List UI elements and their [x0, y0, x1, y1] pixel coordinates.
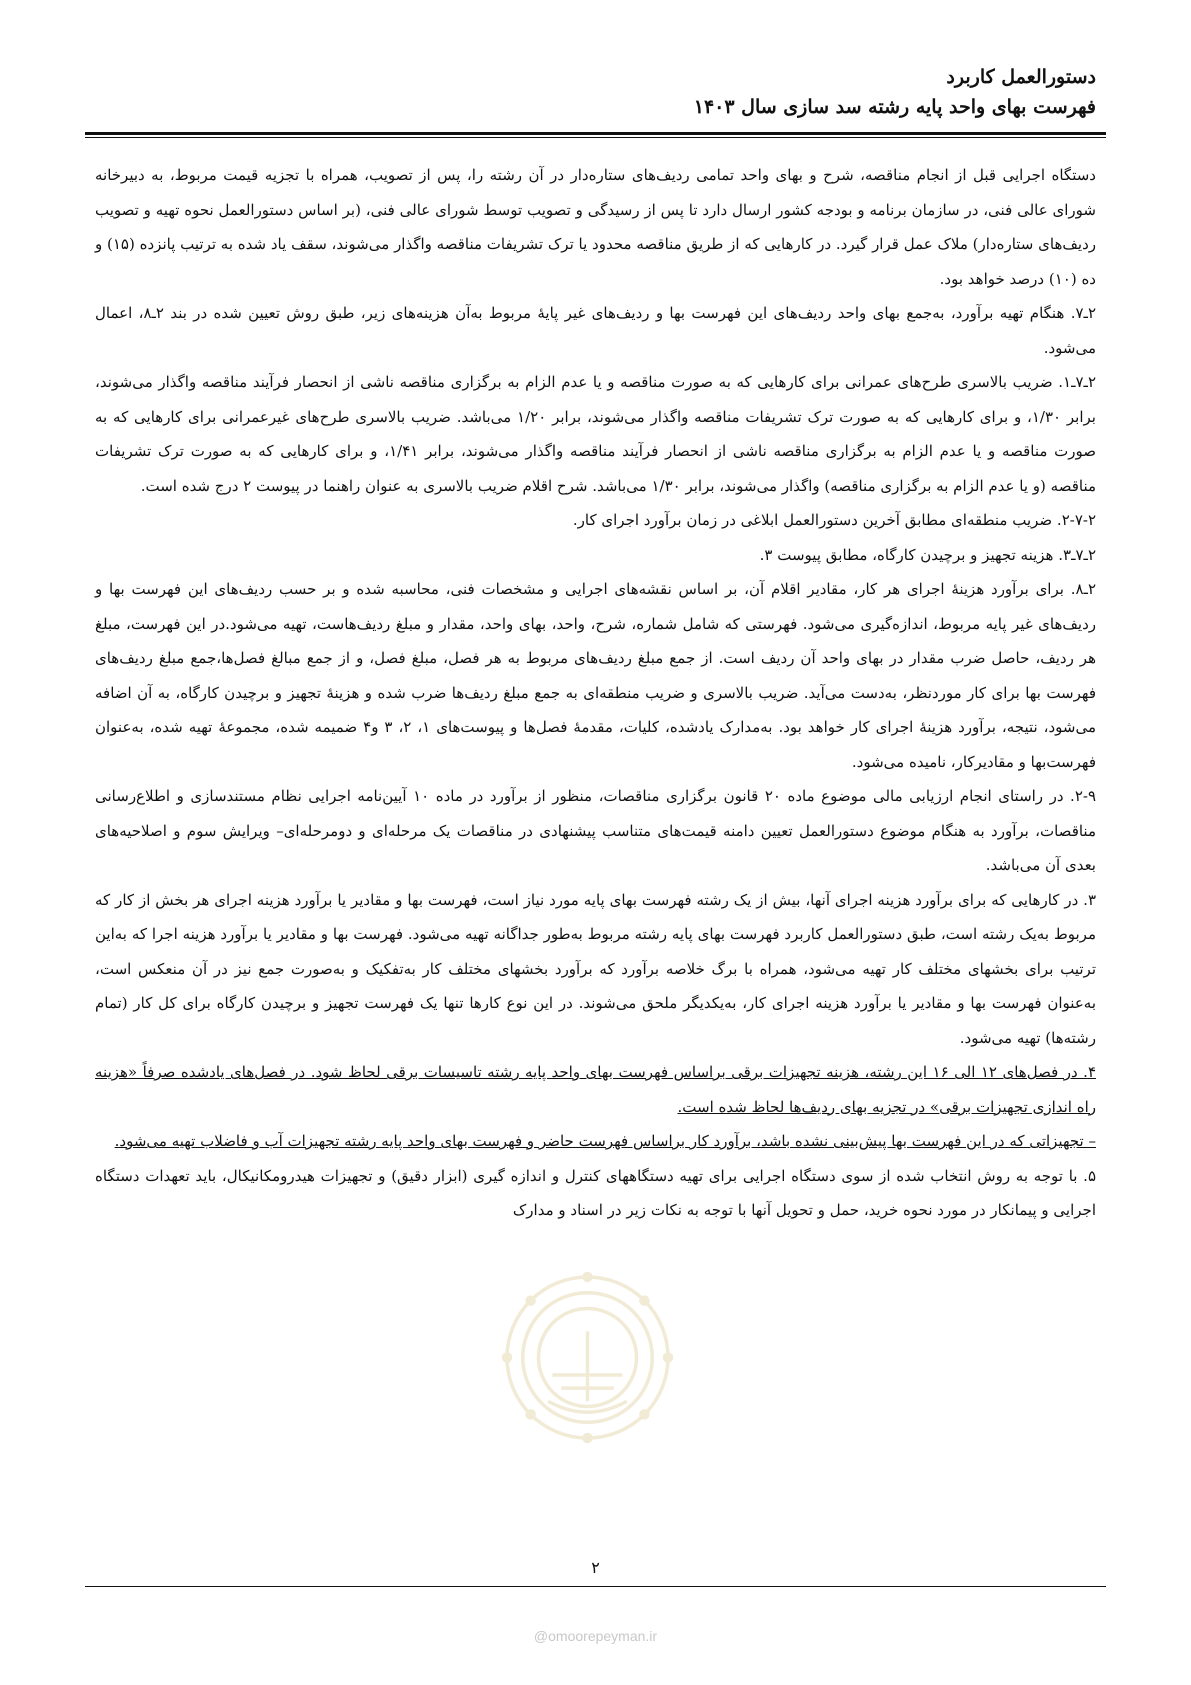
seal-watermark — [500, 1270, 675, 1445]
paragraph: دستگاه اجرایی قبل از انجام مناقصه، شرح و بهای واحد تمامی ردیف‌های ستاره‌دار در آن رشته را، پس از تصویب، همراه با تجزیه قیمت مربوط، به دبیرخانه شورای عالی فنی، در سازمان برنامه و بودجه کشور ارسال دارد تا پس از رسیدگی و تصویب توسط شورای عالی فنی، (بر اساس دستورالعمل نحوه تهیه و تصویب ردیف‌های ستاره‌دار) ملاک عمل قرار گیرد. در کارهایی که از طریق مناقصه محدود یا ترک تشریفات مناقصه واگذار می‌شوند، سقف یاد شده به ترتیب پانزده (۱۵) و ده (۱۰) درصد خواهد بود. — [95, 166, 1096, 288]
paragraph: ۲ـ۷. هنگام تهیه برآورد، به‌جمع بهای واحد ردیف‌های این فهرست بها و ردیف‌های غیر پایهٔ مربوط به‌آن هزینه‌های زیر، طبق روش تعیین شده در بند ۲ـ۸، اعمال می‌شود. — [95, 304, 1096, 357]
underlined-paragraph: – تجهیزاتی که در این فهرست بها پیش‌بینی نشده باشد، برآورد کار براساس فهرست حاضر و فهرست بهای واحد پایه رشته تجهیزات آب و فاضلاب تهیه می‌شود. — [114, 1132, 1096, 1150]
paragraph: ۵. با توجه به روش انتخاب شده از سوی دستگاه اجرایی برای تهیه دستگاههای کنترل و اندازه گیری (ابزار دقیق) و تجهیزات هیدرومکانیکال، باید تعهدات دستگاه اجرایی و پیمانکار در مورد نحوه خرید، حمل و تحویل آنها با توجه به نکات زیر در اسناد و مدارک — [95, 1166, 1096, 1219]
document-body — [95, 158, 1096, 1228]
footer-rule — [85, 1586, 1106, 1587]
page-number: ۲ — [591, 1558, 600, 1577]
document-header — [95, 62, 1096, 122]
paragraph: ۳. در کارهایی که برای برآورد هزینه اجرای آنها، بیش از یک رشته فهرست بهای پایه مورد نیاز است، فهرست بها و مقادیر یا برآورد هزینه اجرای هر بخش از کار که مربوط به‌یک رشته است، طبق دستورالعمل کاربرد فهرست بهای پایه رشته مربوط به‌طور جداگانه تهیه می‌شود. فهرست بها و مقادیر یا برآورد هزینه اجرا که به‌این ترتیب برای بخشهای مختلف کار تهیه می‌شود، همراه با برگ خلاصه برآورد که برآورد بخشهای مختلف کار به‌تفکیک و به‌صورت جمع نیز در آن منعکس است، به‌عنوان فهرست بها و مقادیر یا برآورد هزینه اجرای کار، به‌یکدیگر ملحق می‌شوند. در این نوع کارها تنها یک فهرست تجهیز و برچیدن کارگاه برای کل کار (تمام رشته‌ها) تهیه می‌شود. — [95, 890, 1096, 1047]
paragraph: ۲-۷-۲. ضریب منطقه‌ای مطابق آخرین دستورالعمل ابلاغی در زمان برآورد اجرای کار. — [572, 511, 1096, 529]
paragraph: ۲ـ۷ـ۱. ضریب بالاسری طرح‌های عمرانی برای کارهایی که به صورت مناقصه و یا عدم الزام به برگزاری مناقصه ناشی از انحصار فرآیند مناقصه واگذار می‌شوند، برابر ۱/۳۰، و برای کارهایی که به صورت ترک تشریفات مناقصه واگذار می‌شوند، برابر ۱/۲۰ می‌باشد. ضریب بالاسری طرح‌های غیرعمرانی برای کارهایی که به صورت مناقصه و یا عدم الزام به برگزاری مناقصه ناشی از انحصار فرآیند مناقصه واگذار می‌شوند، برابر ۱/۴۱، و برای کارهایی که به صورت ترک تشریفات مناقصه (و یا عدم الزام به برگزاری مناقصه) واگذار می‌شوند، برابر ۱/۳۰ می‌باشد. شرح اقلام ضریب بالاسری به عنوان راهنما در پیوست ۲ درج شده است. — [95, 373, 1096, 495]
header-subtitle: فهرست بهای واحد پایه رشته سد سازی سال ۱۴۰۳ — [693, 96, 1096, 118]
header-rule-thick — [85, 132, 1106, 135]
header-rule-thin — [85, 137, 1106, 138]
paragraph: ۲-۹. در راستای انجام ارزیابی مالی موضوع ماده ۲۰ قانون برگزاری مناقصات، منظور از برآورد در ماده ۱۰ آیین‌نامه اجرایی نظام مستندسازی و اطلاع‌رسانی مناقصات، برآورد به هنگام موضوع دستورالعمل تعیین دامنه قیمت‌های متناسب پیشنهادی در مناقصات یک مرحله‌ای و دومرحله‌ای– ویرایش سوم و اصلاحیه‌های بعدی آن می‌باشد. — [95, 787, 1097, 874]
website-watermark: @omoorepeyman.ir — [533, 1628, 658, 1644]
paragraph: ۲ـ۸. برای برآورد هزینهٔ اجرای هر کار، مقادیر اقلام آن، بر اساس نقشه‌های اجرایی و مشخصات فنی، محاسبه شده و بر حسب ردیف‌های این فهرست بها و ردیف‌های غیر پایه مربوط، اندازه‌گیری می‌شود. فهرستی که شامل شماره، شرح، واحد، بهای واحد، مقدار و مبلغ ردیف‌هاست، تهیه می‌شود.در این فهرست، مبلغ هر ردیف، حاصل ضرب مقدار در بهای واحد آن ردیف است. از جمع مبلغ ردیف‌های مربوط به هر فصل، مبلغ فصل، و از جمع مبالغ فصل‌ها،جمع مبلغ ردیف‌های فهرست بها برای کار موردنظر، به‌دست می‌آید. ضریب بالاسری و ضریب منطقه‌ای به جمع مبلغ ردیف‌ها ضرب شده و هزینهٔ تجهیز و برچیدن کارگاه، به آن اضافه می‌شود، نتیجه، برآورد هزینهٔ اجرای کار خواهد بود. به‌مدارک یادشده، کلیات، مقدمهٔ فصل‌ها و پیوست‌های ۱، ۲، ۳ و۴ ضمیمه شده، مجموعهٔ تهیه شده، به‌عنوان فهرست‌بها و مقادیرکار، نامیده می‌شود. — [95, 580, 1097, 771]
header-title: دستورالعمل کاربرد — [946, 66, 1096, 88]
paragraph: ۲ـ۷ـ۳. هزینه تجهیز و برچیدن کارگاه، مطابق پیوست ۳. — [759, 545, 1096, 564]
underlined-paragraph: ۴. در فصل‌های ۱۲ الی ۱۶ این رشته، هزینه تجهیزات برقی براساس فهرست بهای واحد پایه رشته تاسیسات برقی لحاظ شود. در فصل‌های یادشده صرفاً «هزینه راه اندازی تجهیزات برقی» در تجزیه بهای ردیف‌ها لحاظ شده است. — [95, 1063, 1096, 1116]
